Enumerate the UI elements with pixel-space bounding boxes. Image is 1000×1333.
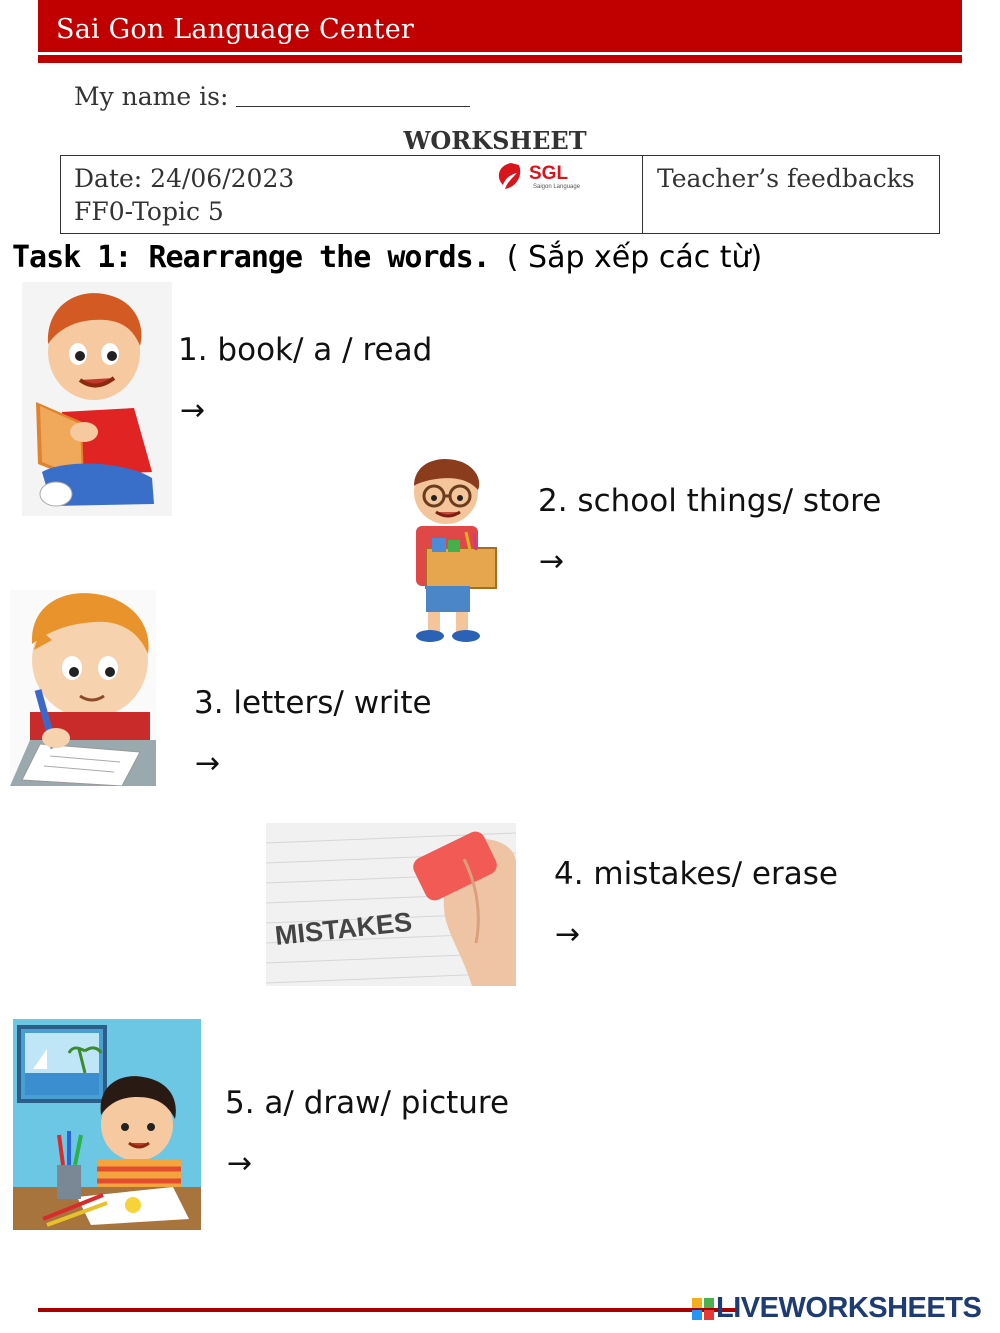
boy-drawing-picture xyxy=(13,1019,201,1230)
liveworksheets-mark-icon xyxy=(692,1298,714,1320)
question-1-answer-arrow[interactable]: → xyxy=(180,393,206,428)
header-title: Sai Gon Language Center xyxy=(56,14,414,45)
boy-reading-picture xyxy=(22,282,172,516)
sgl-logo-subtext: Saigon Language xyxy=(533,184,581,190)
question-4-answer-arrow[interactable]: → xyxy=(555,917,581,952)
question-5-answer-arrow[interactable]: → xyxy=(227,1146,253,1181)
question-3-answer-arrow[interactable]: → xyxy=(195,746,221,781)
task-title xyxy=(12,240,762,275)
erasing-mistakes-picture xyxy=(266,823,516,986)
date-text: Date: 24/06/2023 xyxy=(74,164,295,193)
liveworksheets-brand-text: LIVEWORKSHEETS xyxy=(716,1292,982,1324)
info-table-divider xyxy=(642,155,643,234)
sgl-logo-text: SGL xyxy=(529,163,569,184)
name-input-line[interactable] xyxy=(236,106,470,107)
mistakes-word: MISTAKES xyxy=(273,906,414,951)
task-title-main: Task 1: Rearrange the words. xyxy=(12,240,490,275)
boy-writing-picture xyxy=(10,590,156,786)
task-title-subtitle: ( Sắp xếp các từ) xyxy=(506,240,763,275)
worksheet-title: WORKSHEET xyxy=(403,126,587,155)
question-2-answer-arrow[interactable]: → xyxy=(539,544,565,579)
name-label: My name is: xyxy=(74,82,229,111)
boy-with-box-picture xyxy=(400,456,500,644)
question-2-text: 2. school things/ store xyxy=(538,483,882,519)
question-4-text: 4. mistakes/ erase xyxy=(554,856,838,892)
question-1-text: 1. book/ a / read xyxy=(178,332,433,368)
topic-text: FF0-Topic 5 xyxy=(74,197,224,226)
question-5-text: 5. a/ draw/ picture xyxy=(225,1085,510,1121)
teacher-feedback-label: Teacher’s feedbacks xyxy=(657,164,915,193)
sgl-logo xyxy=(493,157,593,193)
question-3-text: 3. letters/ write xyxy=(194,685,432,721)
liveworksheets-logo xyxy=(692,1292,981,1325)
footer-line xyxy=(38,1308,738,1312)
header-underline xyxy=(38,55,962,63)
